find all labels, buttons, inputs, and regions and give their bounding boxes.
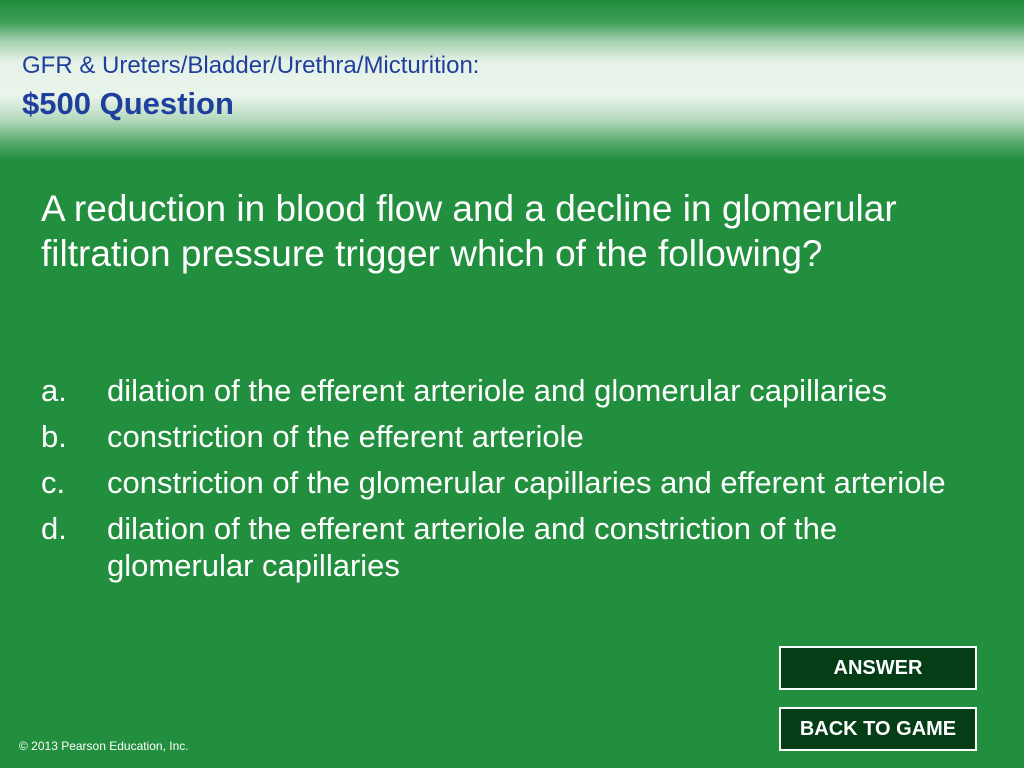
option-letter: a. <box>41 373 67 408</box>
option-text: constriction of the glomerular capillaries and efferent arteriole <box>107 465 946 500</box>
question-text: A reduction in blood flow and a decline in glomerular filtration pressure trigger which of the following? <box>41 188 897 274</box>
option-letter: d. <box>41 511 67 546</box>
option-b <box>41 418 991 455</box>
option-d <box>41 510 991 584</box>
answer-button[interactable]: ANSWER <box>779 646 977 690</box>
back-to-game-button[interactable]: BACK TO GAME <box>779 707 977 751</box>
category-title: GFR & Ureters/Bladder/Urethra/Micturition: <box>22 52 480 79</box>
option-a <box>41 372 991 409</box>
option-letter: c. <box>41 465 66 500</box>
option-letter: b. <box>41 419 67 454</box>
question-value-title: $500 Question <box>22 86 234 121</box>
option-text: constriction of the efferent arteriole <box>107 419 584 454</box>
option-text: dilation of the efferent arteriole and constriction of the glomerular capillaries <box>107 511 838 583</box>
option-text: dilation of the efferent arteriole and glomerular capillaries <box>107 373 888 408</box>
copyright-notice: © 2013 Pearson Education, Inc. <box>19 739 189 753</box>
slide-header <box>0 0 1024 160</box>
answer-options-list <box>41 372 991 593</box>
option-c <box>41 464 991 501</box>
